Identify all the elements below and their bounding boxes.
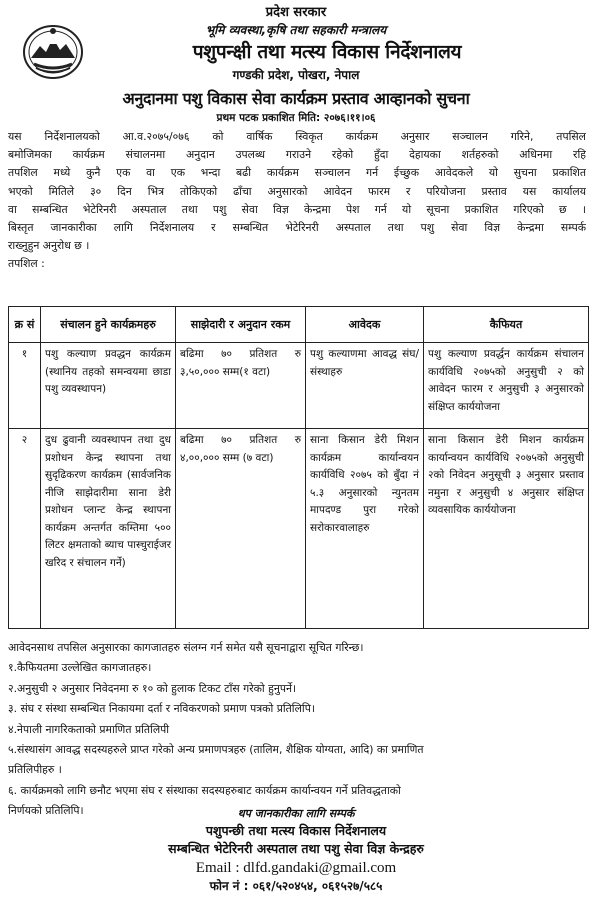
- cell-grant: बढिमा ७० प्रतिशत रु ३,५०,००० सम्म(१ वटा): [176, 343, 306, 429]
- cell-remarks: पशु कल्याण प्रवर्द्धन कार्यक्रम संचालन कार्यविधि २०७५को अनुसुची २ को आवेदन फारम र अनुसुची ३ अनुसारको संक्षिप्त कार्ययोजना: [424, 343, 589, 429]
- table-row: [9, 429, 589, 629]
- ministry-label: भूमि व्यवस्था,कृषि तथा सहकारी मन्त्रालय: [205, 23, 387, 37]
- contact-heading: थप जानकारीका लागि सम्पर्क: [237, 807, 355, 820]
- cell-applicant: पशु कल्याणमा आवद्ध संघ/संस्थाहरु: [306, 343, 424, 429]
- list-item: प्रतिलिपीहरु ।: [8, 763, 62, 777]
- table-header-row: [9, 307, 589, 343]
- cell-grant: बढिमा ७० प्रतिशत रु ४,००,००० सम्म (७ वटा): [176, 429, 306, 629]
- cell-sn: २: [9, 429, 41, 629]
- location-label: गण्डकी प्रदेश, पोखरा, नेपाल: [232, 68, 360, 82]
- intro-line: यस निर्देशनालयको आ.व.२०७५/०७६ को वार्षिक स्विकृत कार्यक्रम अनुसार सञ्चालन गरिने, तपसिल: [8, 130, 586, 143]
- documents-intro: आवेदनसाथ तपसिल अनुसारका कागजातहरु संलग्न गर्न समेत यसै सूचनाद्वारा सूचित गरिन्छ।: [8, 641, 364, 654]
- intro-line: तपशिल मध्ये कुनै एक वा एक भन्दा बढी कार्यक्रम सञ्चालन गर्न ईच्छुक आवेदकले यो सुचना प्रकाशित: [8, 166, 586, 180]
- documents-list: [8, 638, 586, 822]
- schedule-label: तपशिल :: [8, 257, 45, 271]
- intro-paragraph: [8, 128, 586, 274]
- col-header-sn: क्र सं: [9, 307, 41, 343]
- cell-applicant: साना किसान डेरी मिशन कार्यक्रम कार्यान्वयन कार्यविधि २०७५ को बुँदा नं ५.३ अनुसारको न्युनतम मापदण्ड पुरा गरेको सरोकारवालाहरु: [306, 429, 424, 629]
- notice-title: अनुदानमा पशु विकास सेवा कार्यक्रम प्रस्ताव आव्हानको सुचना: [122, 89, 470, 108]
- contact-email[interactable]: Email : dlfd.gandaki@gmail.com: [195, 860, 397, 876]
- col-header-program: संचालन हुने कार्यक्रमहरु: [41, 307, 176, 343]
- cell-sn: १: [9, 343, 41, 429]
- list-item: ६. कार्यक्रमको लागि छनौट भएमा संघ र संस्थाका सदस्यहरुबाट कार्यक्रम कार्यान्वयन गर्ने प्रतिवद्धताको: [8, 783, 401, 797]
- col-header-applicant: आवेदक: [306, 307, 424, 343]
- col-header-grant: साझेदारी र अनुदान रकम: [176, 307, 306, 343]
- intro-last-line: राख्नुहुन अनुरोध छ ।: [8, 239, 90, 253]
- table-row: [9, 343, 589, 429]
- contact-org-directorate: पशुपन्छी तथा मत्स्य विकास निर्देशनालय: [205, 823, 387, 838]
- intro-line: बमोजिमका कार्यक्रम संचालनमा अनुदान उपलब्ध गराउने रहेको हुँदा देहायका शर्तहरुको अधिनमा रहि: [8, 148, 586, 162]
- government-label: प्रदेश सरकार: [265, 5, 327, 20]
- publish-date: प्रथम पटक प्रकाशित मिति: २०७६।११।०६: [216, 112, 376, 124]
- program-table: [8, 306, 589, 629]
- list-item: ३. संघ र संस्था सम्बन्धित निकायमा दर्ता र नविकरणको प्रमाण पत्रको प्रतिलिपि।: [8, 702, 315, 716]
- list-item: १.कैफियतमा उल्लेखित कागजातहरु।: [8, 661, 152, 675]
- cell-remarks: साना किसान डेरी मिशन कार्यक्रम कार्यान्वयन कार्यविधि २०७५को अनुसुची २को निवेदन अनुसूची ३ अनुसार प्रस्ताव नमुना र अनुसुची ४ अनुसार संक्षिप्त व्यवसायिक कार्ययोजना: [424, 429, 589, 629]
- intro-line: वा सम्बन्धित भेटेरिनरी अस्पताल तथा पशु सेवा विज्ञ केन्द्रमा पेश गर्न यो सूचना प्रकाशित गरिएको छ ।: [8, 202, 586, 216]
- intro-line: बिस्तृत जानकारीका लागि निर्देशनालय र सम्बन्धित भेटेरिनरी अस्पताल तथा पशु सेवा विज्ञ केन्द्रमा सम्पर्क: [8, 221, 586, 235]
- intro-line: भएको मितिले ३० दिन भित्र तोकिएको ढाँचा अनुसारको आवेदन फारम र परियोजना प्रस्ताव यस कार्यालय: [8, 184, 586, 198]
- contact-phone: फोन नं : ०६१/५२०४५४, ०६१५२७/५८५: [209, 879, 383, 893]
- directorate-title: पशुपन्क्षी तथा मत्स्य विकास निर्देशनालय: [192, 41, 462, 63]
- list-item: २.अनुसुची २ अनुसार निवेदनमा रु १० को हुलाक टिकट टाँस गरेको हुनुपर्ने।: [8, 681, 297, 695]
- cell-program: दुध ढुवानी व्यवस्थापन तथा दुध प्रशोधन केन्द्र स्थापना तथा सुदृढिकरण कार्यक्रम (सार्वजनिक नीजि साझेदारीमा साना डेरी प्रशोधन प्लान्ट केन्द्र स्थापना कार्यक्रम अन्तर्गत कम्तिमा ५०० लिटर क्षमताको ब्याच पास्चुराईजर खरिद र संचालन गर्ने): [41, 429, 176, 629]
- list-item: निर्णयको प्रतिलिपि।: [8, 804, 84, 818]
- list-item: ४.नेपाली नागरिकताको प्रमाणित प्रतिलिपी: [8, 722, 170, 736]
- cell-program: पशु कल्याण प्रवद्धन कार्यक्रम (स्थानिय तहको समन्वयमा छाडा पशु व्यवस्थापन): [41, 343, 176, 429]
- contact-block: [0, 806, 592, 895]
- contact-org-centers: सम्बन्धित भेटेरिनरी अस्पताल तथा पशु सेवा विज्ञ केन्द्रहरु: [168, 841, 424, 856]
- list-item: ५.संस्थासंग आवद्ध सदस्यहरुले प्राप्त गरेको अन्य प्रमाणपत्रहरु (तालिम, शैक्षिक योग्यता, आदि) का प्रमाणित: [8, 743, 424, 757]
- col-header-remarks: कैफियत: [424, 307, 589, 343]
